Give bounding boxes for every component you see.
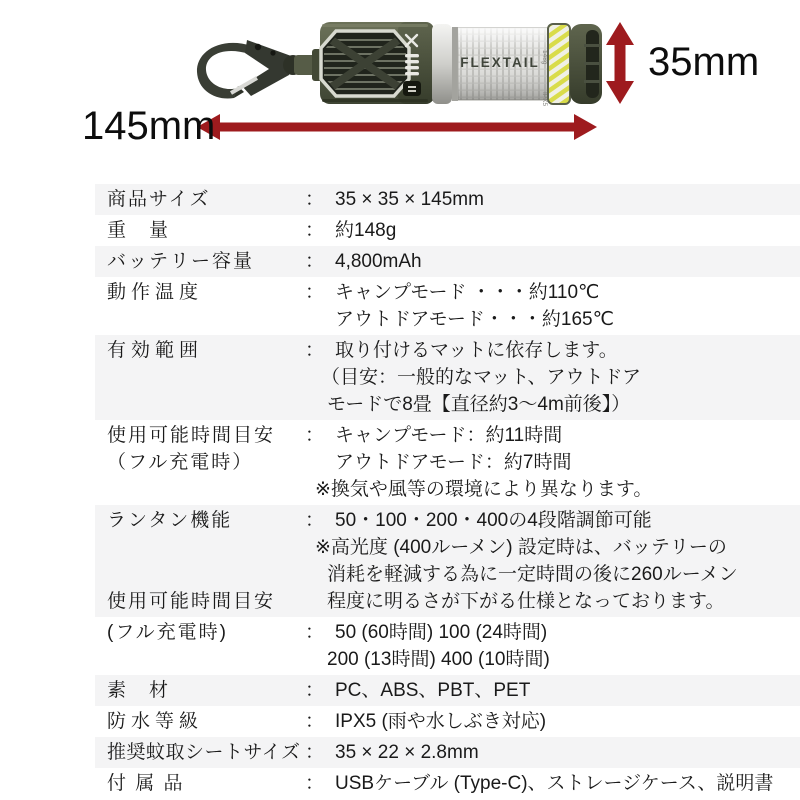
spec-table <box>95 184 800 799</box>
spec-value: アウトドアモード・・・約165℃ <box>335 309 614 330</box>
spec-value: ： 約148g <box>305 220 397 241</box>
spec-label: 防水等級 <box>107 711 204 732</box>
spec-value: ： USBケーブル (Type-C)、ストレージケース、説明書 <box>305 773 774 794</box>
spec-row-battery-capacity <box>95 246 800 277</box>
spec-row-product-size <box>95 184 800 215</box>
spec-label-bottom: 使用可能時間目安 <box>107 591 276 612</box>
spec-value: アウトドアモード：約7時間 <box>335 452 572 473</box>
spec-value: ： 取り付けるマットに依存します。 <box>305 340 618 361</box>
height-dimension-label: 35mm <box>648 40 760 84</box>
hazard-stripe-ring <box>548 24 570 104</box>
end-cap <box>570 24 602 104</box>
spec-label: 有効範囲 <box>107 340 204 361</box>
spec-value: （目安：一般的なマット、アウトドア <box>321 367 641 388</box>
spec-row-recommended-mat-size <box>95 737 800 768</box>
spec-value: 程度に明るさが下がる仕様となっております。 <box>327 591 725 612</box>
product-figure <box>0 0 800 184</box>
height-dimension-arrow <box>606 22 634 104</box>
spec-value: ： IPX5 (雨や水しぶき対応) <box>305 711 547 732</box>
spec-label: バッテリー容量 <box>107 251 255 272</box>
attachment-stem <box>283 49 322 81</box>
spec-row-accessories <box>95 768 800 799</box>
width-dimension-arrow <box>197 114 597 140</box>
spec-label: 商品サイズ <box>107 189 211 210</box>
mesh-panel-icon <box>321 31 409 96</box>
tube-weight-label: 148g <box>541 50 548 65</box>
spec-value: ： 4,800mAh <box>305 251 422 272</box>
spec-value: ※高光度 (400ルーメン) 設定時は、バッテリーの <box>315 537 727 558</box>
spec-label: 推奨蚊取シートサイズ <box>107 742 301 763</box>
spec-value: モードで8畳【直径約3～4m前後】） <box>327 394 631 415</box>
spec-value: ： 35 × 22 × 2.8mm <box>305 742 479 763</box>
spec-row-weight <box>95 215 800 246</box>
spec-label: 動作温度 <box>107 282 204 303</box>
power-button-icon <box>403 81 421 96</box>
spec-value: ： キャンプモード：約11時間 <box>305 425 563 446</box>
spec-value: 200 (13時間) 400 (10時間) <box>327 649 550 670</box>
spec-row-waterproof-rating <box>95 706 800 737</box>
spec-row-runtime-estimate <box>95 420 800 505</box>
spec-value: 消耗を軽減する為に一定時間の後に260ルーメン <box>327 564 738 585</box>
spec-label: (フル充電時) <box>107 622 228 643</box>
spec-value: ： 35 × 35 × 145mm <box>305 189 484 210</box>
spec-row-operating-temperature <box>95 277 800 335</box>
width-dimension-label: 145mm <box>82 104 216 148</box>
spec-row-lantern-function <box>95 505 800 617</box>
product-image <box>0 0 800 184</box>
brand-logo: FLEXTAIL <box>460 55 540 70</box>
spec-row-effective-range <box>95 335 800 420</box>
spec-label-sub: （フル充電時） <box>107 452 254 473</box>
spec-value: ： 50 (60時間) 100 (24時間) <box>305 622 548 643</box>
spec-row-material <box>95 675 800 706</box>
spec-value: ： PC、ABS、PBT、PET <box>305 680 531 701</box>
spec-label: 素 材 <box>107 680 171 701</box>
spec-value: ： 50・100・200・400の4段階調節可能 <box>305 510 652 531</box>
spec-value: ： キャンプモード ・・・約110℃ <box>305 282 600 303</box>
spec-row-lantern-runtime <box>95 617 800 675</box>
spec-label: 使用可能時間目安 <box>107 425 276 446</box>
spec-label: 重 量 <box>107 220 171 241</box>
spec-label: ランタン機能 <box>107 510 233 531</box>
spec-label: 付 属 品 <box>107 773 185 794</box>
collar-ring <box>432 24 458 104</box>
spec-value: ※換気や風等の環境により異なります。 <box>315 479 653 500</box>
tube-ipx-label: IPX5 <box>541 92 548 107</box>
lantern-tube <box>458 28 548 106</box>
carabiner-hook-icon <box>197 40 294 99</box>
